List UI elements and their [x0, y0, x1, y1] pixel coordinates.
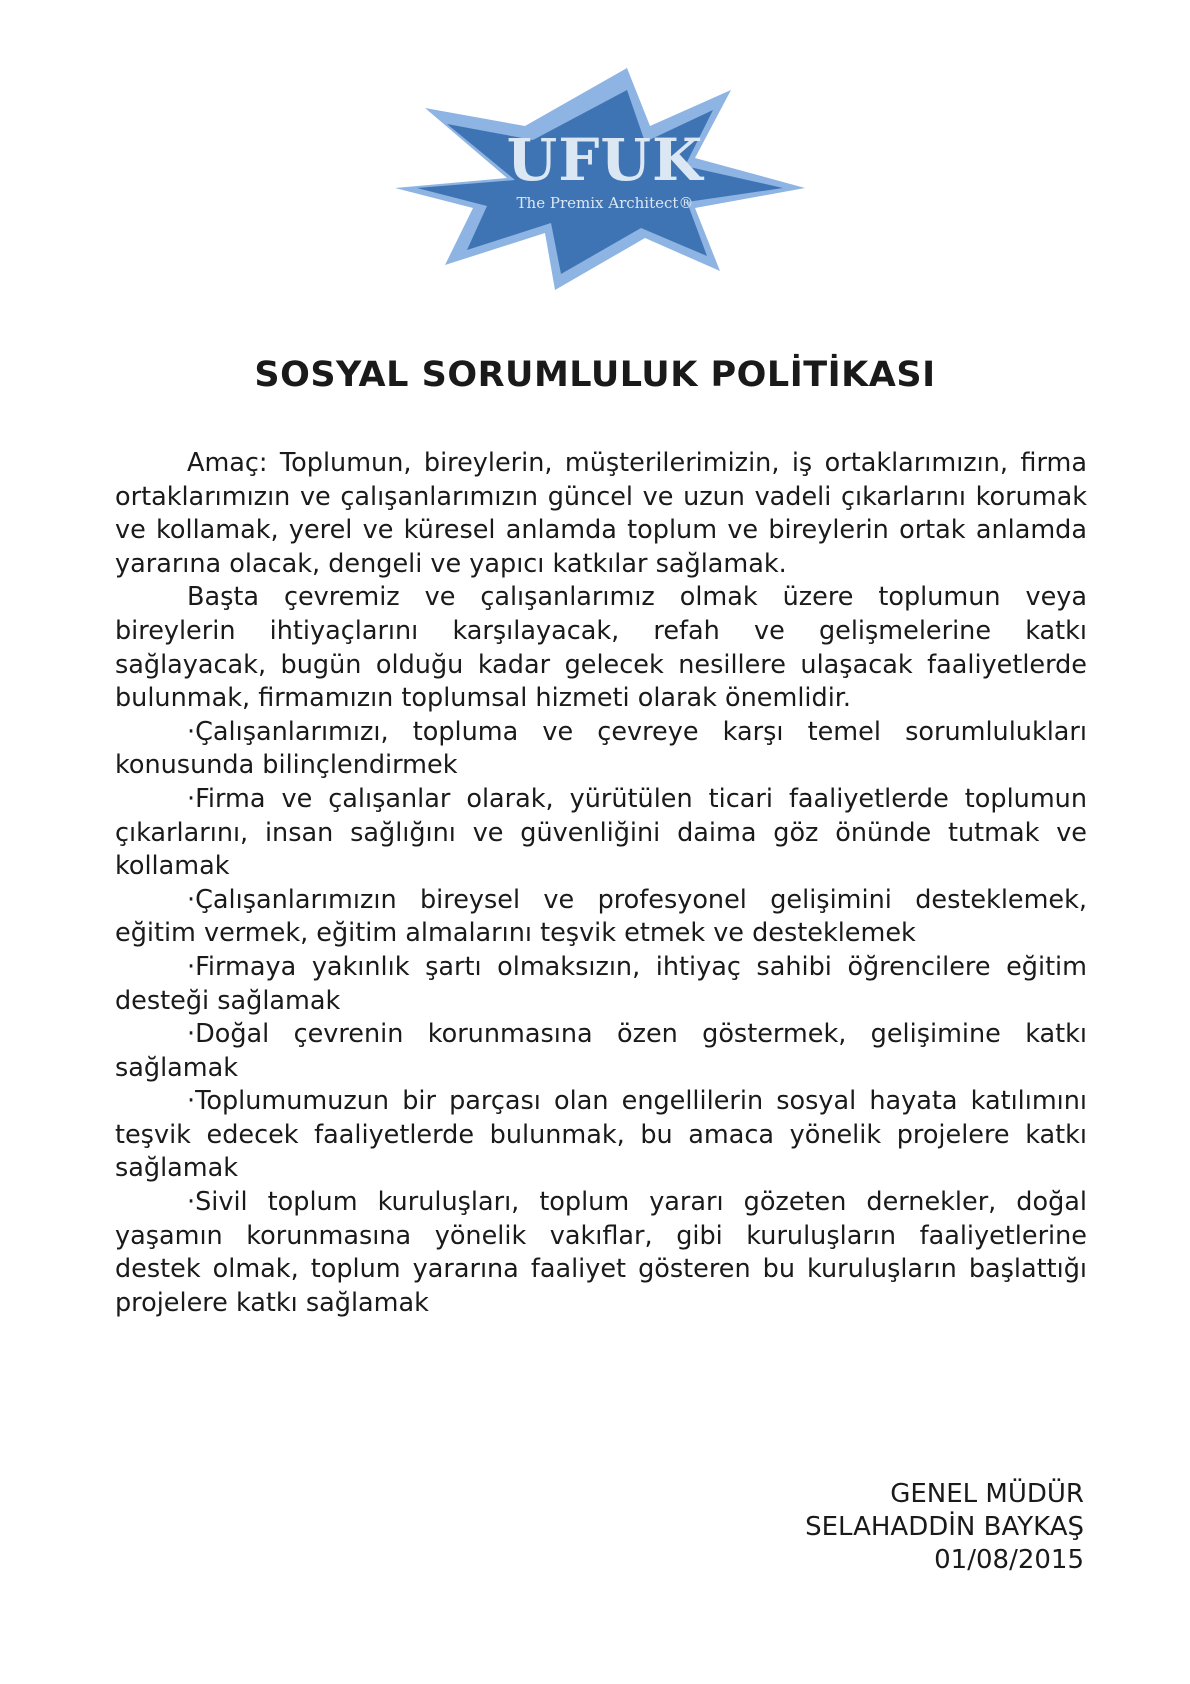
intro-paragraph: Başta çevremiz ve çalışanlarımız olmak üzere toplumun veya bireylerin ihtiyaçlarını karşılayacak, refah ve gelişmelerine katkı sağlayacak, bugün olduğu kadar gelecek nesillere ulaşacak faaliyetlerde bulunmak, firmamızın toplumsal hizmeti olarak önemlidir. — [115, 582, 1087, 714]
policy-bullet: ·Çalışanlarımızı, topluma ve çevreye karşı temel sorumlulukları konusunda bilinçlendirmek — [115, 716, 1087, 781]
policy-body — [115, 447, 1087, 1320]
signatory-name: SELAHADDİN BAYKAŞ — [805, 1512, 1084, 1542]
policy-bullet: ·Doğal çevrenin korunmasına özen göstermek, gelişimine katkı sağlamak — [115, 1019, 1087, 1083]
ufuk-star-logo-icon — [395, 68, 805, 290]
logo-tagline: The Premix Architect® — [516, 194, 694, 212]
company-logo — [395, 68, 805, 290]
intro-paragraph: Amaç: Toplumun, bireylerin, müşterilerimizin, iş ortaklarımızın, firma ortaklarımızın ve çalışanlarımızın güncel ve uzun vadeli çıkarlarını korumak ve kollamak, yerel ve küresel anlamda toplum ve bireylerin ortak anlamda yararına olacak, dengeli ve yapıcı katkılar sağlamak. — [115, 448, 1087, 579]
policy-bullet: ·Firmaya yakınlık şartı olmaksızın, ihtiyaç sahibi öğrencilere eğitim desteği sağlamak — [115, 951, 1087, 1016]
document-title: SOSYAL SORUMLULUK POLİTİKASI — [254, 355, 936, 395]
logo-wordmark: UFUK — [506, 126, 704, 194]
signature-block — [805, 1478, 1084, 1577]
policy-bullet: ·Sivil toplum kuruluşları, toplum yararı gözeten dernekler, doğal yaşamın korunmasına yönelik vakıflar, gibi kuruluşların faaliyetlerine destek olmak, toplum yararına faaliyet gösteren bu kuruluşların başlattığı projelere katkı sağlamak — [115, 1187, 1087, 1318]
policy-bullet: ·Firma ve çalışanlar olarak, yürütülen ticari faaliyetlerde toplumun çıkarlarını, insan sağlığını ve güvenliğini daima göz önünde tutmak ve kollamak — [115, 783, 1087, 882]
signatory-role: GENEL MÜDÜR — [890, 1479, 1084, 1509]
signature-date: 01/08/2015 — [934, 1545, 1084, 1575]
policy-bullet: ·Toplumumuzun bir parçası olan engellilerin sosyal hayata katılımını teşvik edecek faaliyetlerde bulunmak, bu amaca yönelik projelere katkı sağlamak — [115, 1086, 1087, 1184]
policy-bullet: ·Çalışanlarımızın bireysel ve profesyonel gelişimini desteklemek, eğitim vermek, eğitim almalarını teşvik etmek ve desteklemek — [115, 884, 1087, 949]
